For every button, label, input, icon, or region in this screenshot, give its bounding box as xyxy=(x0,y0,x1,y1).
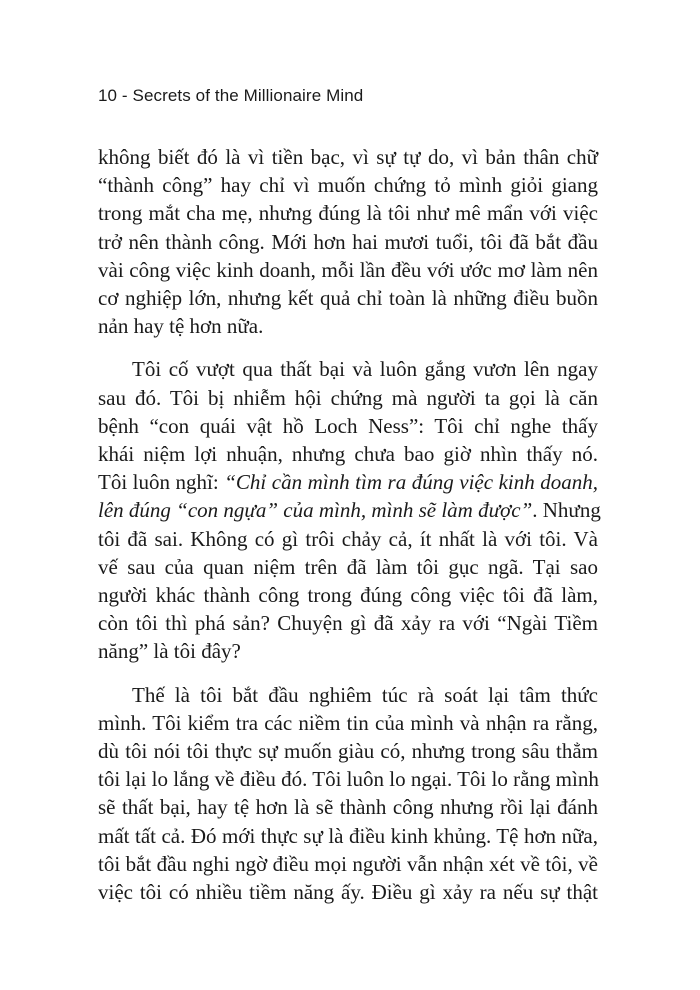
paragraph-3 xyxy=(98,681,598,907)
text-line: trong mắt cha mẹ, nhưng đúng là tôi như mê mẩn với việc xyxy=(98,201,598,226)
running-header: 10 - Secrets of the Millionaire Mind xyxy=(98,86,364,105)
text-line: tôi lại lo lắng về điều đó. Tôi luôn lo ngại. Tôi lo rằng mình xyxy=(98,767,599,792)
paragraph-1 xyxy=(98,143,598,340)
text-line: người khác thành công trong đúng công việc tôi đã làm, xyxy=(98,583,598,608)
text-line: Thế là tôi bắt đầu nghiêm túc rà soát lại tâm thức xyxy=(132,682,598,707)
text-line: còn tôi thì phá sản? Chuyện gì đã xảy ra với “Ngài Tiềm xyxy=(98,611,598,636)
text-line: “thành công” hay chỉ vì muốn chứng tỏ mình giỏi giang xyxy=(98,173,598,198)
text-line: sau đó. Tôi bị nhiễm hội chứng mà người ta gọi là căn xyxy=(98,385,598,410)
text-line: dù tôi nói tôi thực sự muốn giàu có, nhưng trong sâu thẳm xyxy=(98,739,598,764)
body-text xyxy=(98,143,601,921)
text-run: . Nhưng xyxy=(532,498,601,523)
text-line: việc tôi có nhiều tiềm năng ấy. Điều gì xảy ra nếu sự thật xyxy=(98,880,598,905)
text-line: không biết đó là vì tiền bạc, vì sự tự do, vì bản thân chữ xyxy=(98,145,598,169)
text-line: khái niệm lợi nhuận, nhưng chưa bao giờ nhìn thấy nó. xyxy=(98,442,598,467)
text-line: mình. Tôi kiểm tra các niềm tin của mình và nhận ra rằng, xyxy=(98,710,598,735)
text-line: mất tất cả. Đó mới thực sự là điều kinh khủng. Tệ hơn nữa, xyxy=(98,823,598,848)
text-line-mixed xyxy=(98,496,601,524)
text-line: tôi đã sai. Không có gì trôi chảy cả, ít nhất là với tôi. Và xyxy=(98,526,598,551)
text-line: cơ nghiệp lớn, nhưng kết quả chỉ toàn là những điều buồn xyxy=(98,286,598,311)
text-line: trở nên thành công. Mới hơn hai mươi tuổi, tôi đã bắt đầu xyxy=(98,229,598,254)
text-line: tôi bắt đầu nghi ngờ điều mọi người vẫn nhận xét về tôi, về xyxy=(98,851,598,876)
text-line-mixed xyxy=(98,468,598,496)
text-line: sẽ thất bại, hay tệ hơn là sẽ thành công nhưng rồi lại đánh xyxy=(98,795,598,820)
text-line: bệnh “con quái vật hồ Loch Ness”: Tôi chỉ nghe thấy xyxy=(98,413,598,438)
text-line: vài công việc kinh doanh, mỗi lần đều với ước mơ làm nên xyxy=(98,257,598,282)
text-run: Tôi luôn nghĩ: xyxy=(98,470,225,495)
italic-quote: lên đúng “con ngựa” của mình, mình sẽ làm được” xyxy=(98,498,533,523)
text-line: Tôi cố vượt qua thất bại và luôn gắng vươn lên ngay xyxy=(132,357,598,382)
paragraph-2 xyxy=(98,355,601,665)
text-line: vế sau của quan niệm trên đã làm tôi gục ngã. Tại sao xyxy=(98,554,598,579)
text-line: nản hay tệ hơn nữa. xyxy=(98,314,264,339)
text-line: năng” là tôi đây? xyxy=(98,639,241,664)
italic-quote: “Chỉ cần mình tìm ra đúng việc kinh doanh, xyxy=(224,470,598,495)
